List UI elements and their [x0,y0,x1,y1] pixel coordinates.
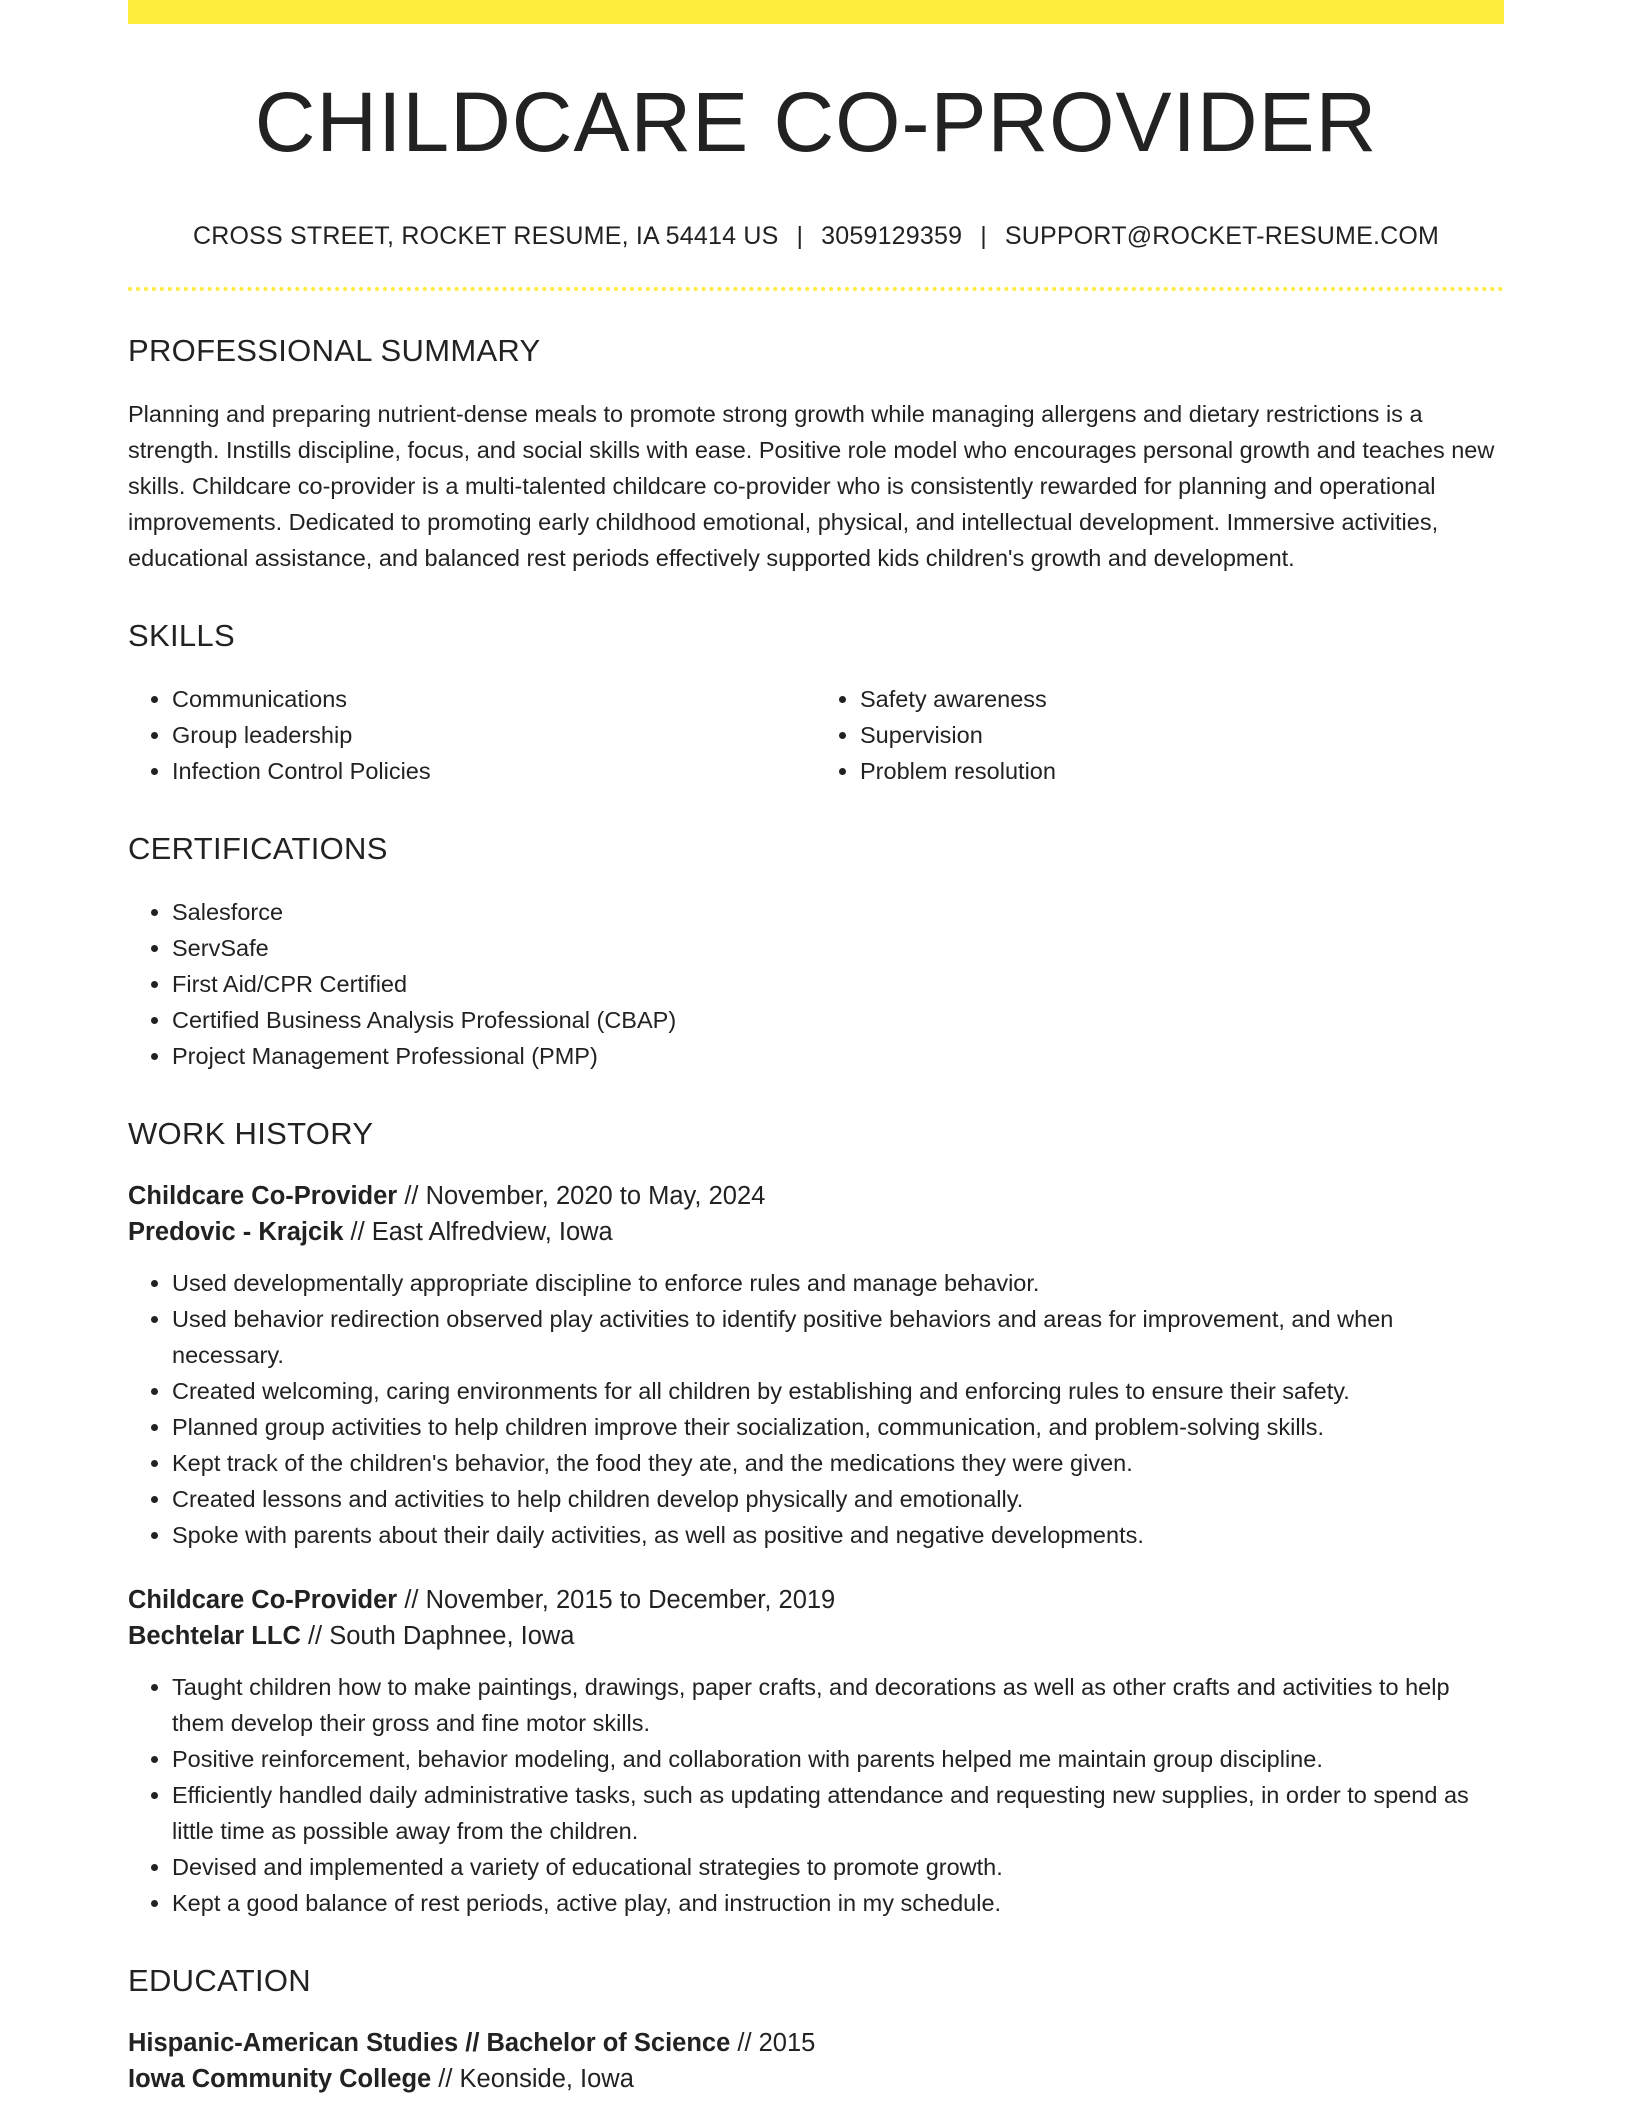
job-company-line [128,1617,1504,1655]
certifications-list [128,894,1504,1074]
certification-item: • Certified Business Analysis Professional (CBAP) [172,1002,1504,1038]
education-degree-line [128,2026,1504,2060]
job-company-line [128,1213,1504,1251]
education-degree: Hispanic-American Studies // Bachelor of Science [128,2029,731,2057]
skill-item: • Problem resolution [860,753,1504,789]
skills-list-left [128,681,816,789]
education-heading: EDUCATION [128,1963,311,1998]
skill-item: • Safety awareness [860,681,1504,717]
job-bullet: • Spoke with parents about their daily activities, as well as positive and negative developments. [172,1517,1504,1553]
dotted-divider [128,287,1504,291]
job-spacer [128,1553,1504,1583]
job-bullet: • Positive reinforcement, behavior modeling, and collaboration with parents helped me maintain group discipline. [172,1741,1504,1777]
job-location: // East Alfredview, Iowa [343,1218,613,1246]
job-entry [128,1583,1504,1921]
summary-heading: PROFESSIONAL SUMMARY [128,333,541,368]
skill-item: • Communications [172,681,816,717]
education-location: // Keonside, Iowa [431,2065,634,2093]
education-year: // 2015 [730,2029,816,2057]
job-bullet: • Taught children how to make paintings, drawings, paper crafts, and decorations as well as other crafts and activities to help them develop their gross and fine motor skills. [172,1669,1504,1741]
skills-list-right [816,681,1504,789]
job-bullet: • Created welcoming, caring environments for all children by establishing and enforcing rules to ensure their safety. [172,1373,1504,1409]
skill-item: • Group leadership [172,717,816,753]
job-bullet: • Efficiently handled daily administrative tasks, such as updating attendance and requesting new supplies, in order to spend as little time as possible away from the children. [172,1777,1504,1849]
skill-item: • Infection Control Policies [172,753,816,789]
job-bullets [128,1265,1504,1553]
job-bullet: • Planned group activities to help children improve their socialization, communication, and problem-solving skills. [172,1409,1504,1445]
certification-item: • ServSafe [172,930,1504,966]
education-school: Iowa Community College [128,2065,432,2093]
job-location: // South Daphnee, Iowa [300,1622,575,1650]
job-entry [128,1179,1504,1553]
summary-text: Planning and preparing nutrient-dense meals to promote strong growth while managing allergens and dietary restrictions is a strength. Instills discipline, focus, and social skills with ease. Positive role model who encourages personal growth and teaches new skills. Childcare co-provider is a multi-talented childcare co-provider who is consistently rewarded for planning and operational improvements. Dedicated to promoting early childhood emotional, physical, and intellectual development. Immersive activities, educational assistance, and balanced rest periods effectively supported kids children's growth and development. [128,401,1495,571]
skills-heading: SKILLS [128,618,235,653]
job-bullet: • Used developmentally appropriate discipline to enforce rules and manage behavior. [172,1265,1504,1301]
contact-phone[interactable]: 3059129359 [821,222,963,250]
job-title: Childcare Co-Provider [128,1586,398,1614]
job-bullet: • Created lessons and activities to help children develop physically and emotionally. [172,1481,1504,1517]
certification-item: • Salesforce [172,894,1504,930]
skill-item: • Supervision [860,717,1504,753]
certification-item: • Project Management Professional (PMP) [172,1038,1504,1074]
job-title-line [128,1179,1504,1213]
job-company: Bechtelar LLC [128,1622,301,1650]
job-bullet: • Kept track of the children's behavior, the food they ate, and the medications they were given. [172,1445,1504,1481]
job-dates: // November, 2020 to May, 2024 [397,1182,766,1210]
top-accent-bar [128,0,1504,24]
skills-grid [128,681,1504,789]
education-school-line [128,2060,1504,2098]
resume-page [128,0,1504,2098]
job-title-line [128,1583,1504,1617]
contact-separator: | [980,222,987,250]
job-company: Predovic - Krajcik [128,1218,344,1246]
certifications-heading: CERTIFICATIONS [128,831,388,866]
certification-item: • First Aid/CPR Certified [172,966,1504,1002]
candidate-name: CHILDCARE CO-PROVIDER [254,75,1378,169]
contact-line [128,222,1504,251]
work-history-heading: WORK HISTORY [128,1116,374,1151]
contact-email[interactable]: SUPPORT@ROCKET-RESUME.COM [1004,222,1440,250]
job-bullet: • Kept a good balance of rest periods, active play, and instruction in my schedule. [172,1885,1504,1921]
job-bullets [128,1669,1504,1921]
job-dates: // November, 2015 to December, 2019 [397,1586,836,1614]
job-title: Childcare Co-Provider [128,1182,398,1210]
job-bullet: • Devised and implemented a variety of educational strategies to promote growth. [172,1849,1504,1885]
contact-address: CROSS STREET, ROCKET RESUME, IA 54414 US [192,222,779,250]
contact-separator: | [796,222,804,250]
job-bullet: • Used behavior redirection observed play activities to identify positive behaviors and areas for improvement, and when necessary. [172,1301,1504,1373]
